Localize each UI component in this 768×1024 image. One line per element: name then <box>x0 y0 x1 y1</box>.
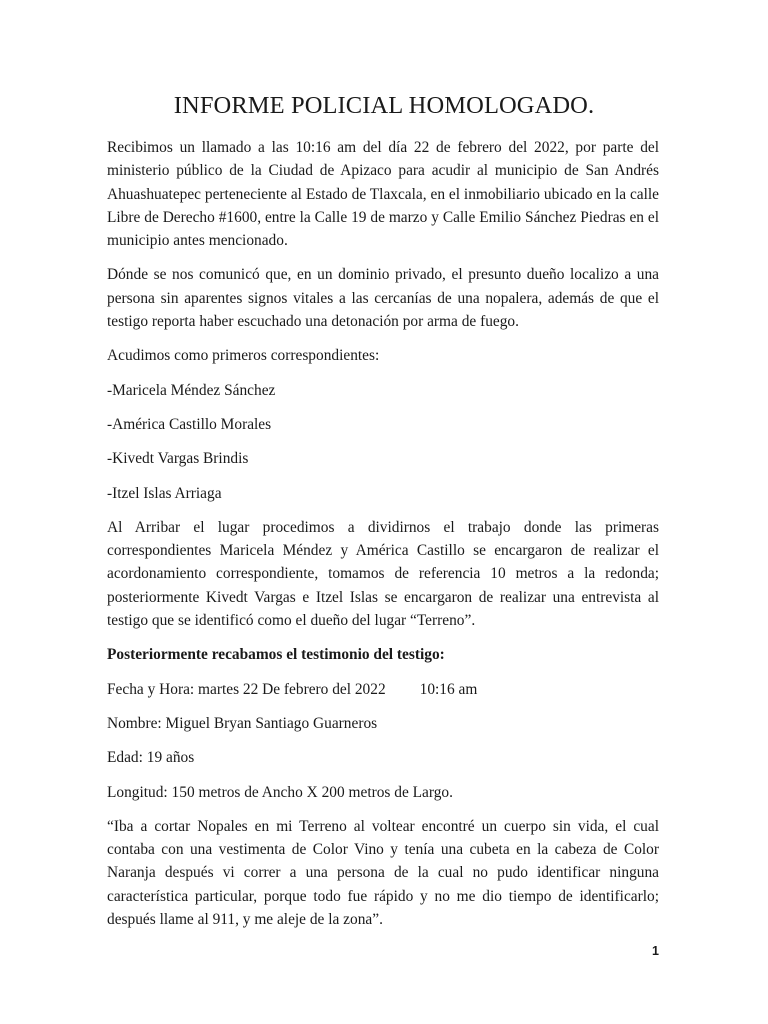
witness-length: Longitud: 150 metros de Ancho X 200 metros de Largo. <box>107 783 453 801</box>
witness-date: Fecha y Hora: martes 22 De febrero del 2022 <box>107 680 386 698</box>
witness-quote: “Iba a cortar Nopales en mi Terreno al voltear encontré un cuerpo sin vida, el cual contaba con una vestimenta de Color Vino y tenía una cubeta en la cabeza de Color Naranja después vi correr a una persona de la cual no pudo identificar ninguna característica particular, porque todo fue rápido y no me dio tiempo de identificarlo; después llame al 911, y me aleje de la zona”. <box>107 817 659 929</box>
witness-date-line <box>107 678 659 701</box>
paragraph-responders-intro: Acudimos como primeros correspondientes: <box>107 347 380 365</box>
responder-item: -Kivedt Vargas Brindis <box>107 450 249 468</box>
document-title: INFORME POLICIAL HOMOLOGADO. <box>173 92 595 119</box>
responder-item: -Itzel Islas Arriaga <box>107 484 222 502</box>
paragraph-call-report: Recibimos un llamado a las 10:16 am del día 22 de febrero del 2022, por parte del ministerio público de la Ciudad de Apizaco para acudir al municipio de San Andrés Ahuashuatepec perteneciente al Estado de Tlaxcala, en el inmobiliario ubicado en la calle Libre de Derecho #1600, entre la Calle 19 de marzo y Calle Emilio Sánchez Piedras en el municipio antes mencionado. <box>107 139 659 250</box>
responder-item: -América Castillo Morales <box>107 415 272 433</box>
paragraph-communication: Dónde se nos comunicó que, en un dominio privado, el presunto dueño localizo a una persona sin aparentes signos vitales a las cercanías de una nopalera, además de que el testigo reporta haber escuchado una detonación por arma de fuego. <box>107 266 659 331</box>
document-body <box>107 136 659 931</box>
witness-name: Nombre: Miguel Bryan Santiago Guarneros <box>107 714 378 732</box>
witness-age: Edad: 19 años <box>107 749 195 767</box>
responder-item: -Maricela Méndez Sánchez <box>107 381 276 399</box>
testimony-heading: Posteriormente recabamos el testimonio del testigo: <box>107 646 445 664</box>
paragraph-arrival: Al Arribar el lugar procedimos a dividirnos el trabajo donde las primeras correspondientes Maricela Méndez y América Castillo se encargaron de realizar el acordonamiento correspondiente, tomamos de referencia 10 metros a la redonda; posteriormente Kivedt Vargas e Itzel Islas se encargaron de realizar una entrevista al testigo que se identificó como el dueño del lugar “Terreno”. <box>107 518 659 630</box>
page-number: 1 <box>652 944 659 958</box>
witness-time: 10:16 am <box>419 680 478 698</box>
